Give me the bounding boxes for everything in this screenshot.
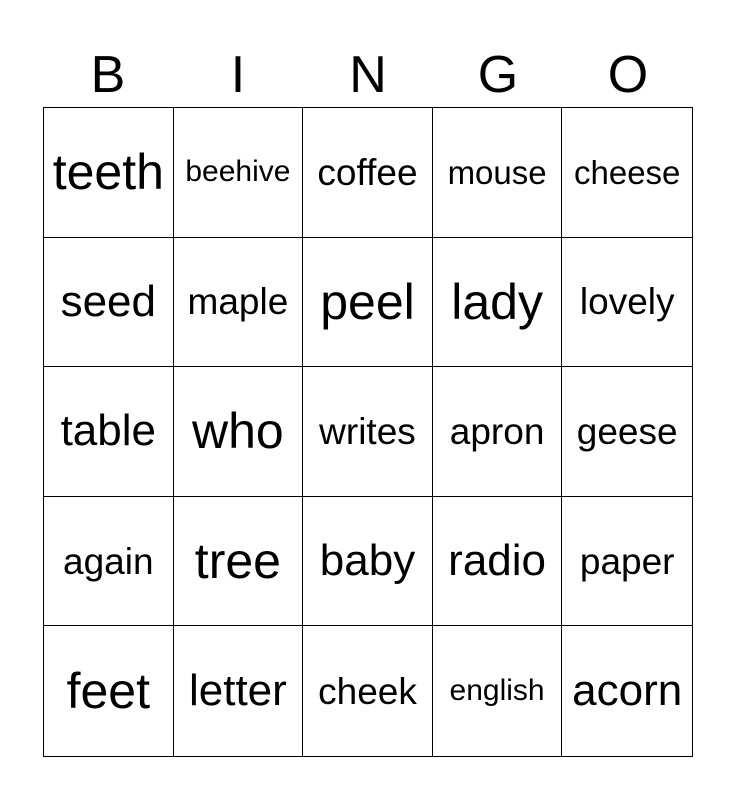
bingo-header [43, 44, 693, 106]
cell-word: who [192, 403, 284, 460]
header-letter-b: B [90, 46, 126, 104]
bingo-cell[interactable] [44, 626, 174, 756]
bingo-cell[interactable] [433, 238, 563, 368]
bingo-cell[interactable] [174, 497, 304, 627]
bingo-cell[interactable] [44, 497, 174, 627]
bingo-cell[interactable] [303, 367, 433, 497]
bingo-cell[interactable] [433, 367, 563, 497]
cell-word: again [63, 540, 154, 582]
cell-word: geese [576, 410, 678, 452]
cell-word: table [60, 406, 156, 456]
cell-word: feet [66, 663, 150, 720]
bingo-cell[interactable] [433, 626, 563, 756]
header-letter-o: O [607, 46, 649, 104]
bingo-cell[interactable] [562, 238, 692, 368]
cell-word: mouse [447, 153, 547, 191]
bingo-cell[interactable] [562, 108, 692, 238]
bingo-cell[interactable] [303, 108, 433, 238]
bingo-cell[interactable] [44, 367, 174, 497]
cell-word: tree [194, 533, 281, 590]
cell-word: seed [60, 276, 156, 326]
bingo-cell[interactable] [562, 367, 692, 497]
bingo-cell[interactable] [174, 108, 304, 238]
cell-word: beehive [185, 155, 291, 189]
cell-word: baby [319, 536, 416, 586]
cell-word: english [449, 674, 545, 708]
cell-word: maple [187, 281, 289, 323]
bingo-cell[interactable] [174, 626, 304, 756]
cell-word: letter [188, 666, 287, 716]
header-letter-g: G [477, 46, 519, 104]
cell-word: lovely [579, 281, 675, 323]
bingo-cell[interactable] [433, 108, 563, 238]
header-letter-i: I [230, 46, 246, 104]
bingo-cell[interactable] [562, 497, 692, 627]
cell-word: paper [579, 540, 675, 582]
bingo-cell[interactable] [303, 238, 433, 368]
bingo-cell[interactable] [44, 238, 174, 368]
cell-word: teeth [52, 144, 164, 201]
header-letter-n: N [349, 46, 387, 104]
bingo-cell[interactable] [303, 497, 433, 627]
bingo-cell[interactable] [174, 238, 304, 368]
bingo-cell[interactable] [44, 108, 174, 238]
bingo-cell[interactable] [433, 497, 563, 627]
cell-word: cheek [318, 670, 417, 712]
cell-word: apron [449, 410, 545, 452]
bingo-cell[interactable] [174, 367, 304, 497]
cell-word: peel [320, 273, 415, 330]
bingo-cell[interactable] [303, 626, 433, 756]
cell-word: lady [451, 273, 543, 330]
cell-word: radio [448, 536, 547, 586]
cell-word: acorn [572, 666, 683, 716]
bingo-cell[interactable] [562, 626, 692, 756]
cell-word: coffee [317, 151, 418, 193]
bingo-board [43, 107, 693, 757]
cell-word: writes [319, 410, 416, 452]
cell-word: cheese [573, 153, 681, 191]
